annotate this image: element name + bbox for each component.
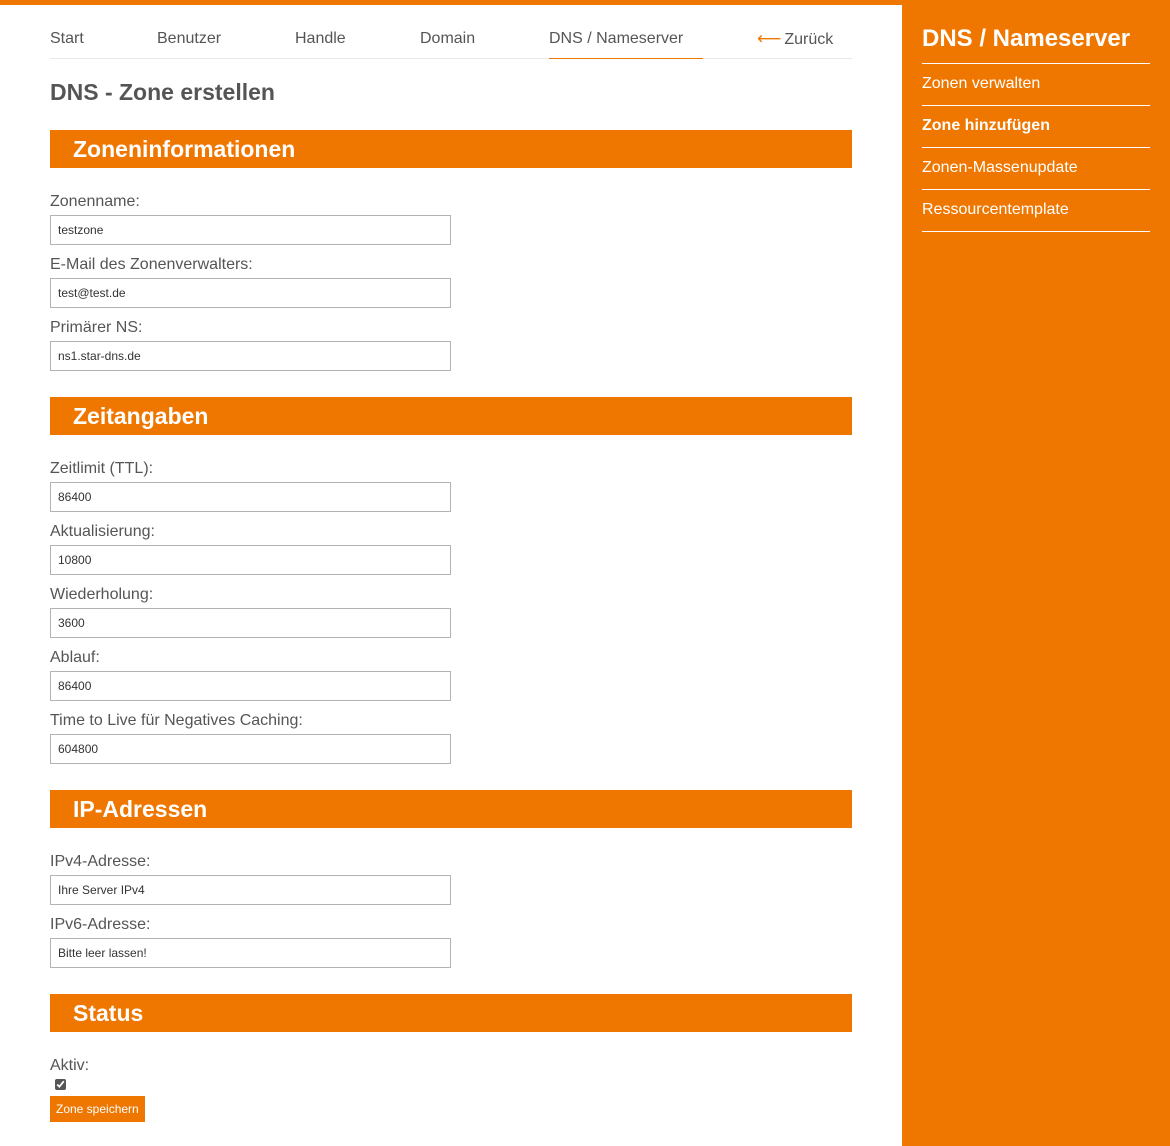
active-label: Aktiv: <box>50 1057 90 1074</box>
back-link-label: Zurück <box>784 31 834 48</box>
ipv6-label: IPv6-Adresse: <box>50 916 151 933</box>
main-content <box>50 5 852 1122</box>
page-title: DNS - Zone erstellen <box>50 79 275 105</box>
primary-ns-input[interactable] <box>50 341 451 371</box>
field-zonename <box>50 192 852 245</box>
expire-label: Ablauf: <box>50 649 100 666</box>
section-times <box>50 459 852 764</box>
sidebar-title: DNS / Nameserver <box>922 24 1150 64</box>
field-email <box>50 255 852 308</box>
field-ttl <box>50 459 852 512</box>
zonename-input[interactable] <box>50 215 451 245</box>
section-header-ip: IP-Adressen <box>50 790 852 828</box>
nav-item-handle[interactable]: Handle <box>295 30 346 47</box>
sidebar-item-zone-hinzufuegen[interactable]: Zone hinzufügen <box>922 106 1150 148</box>
nav-item-start[interactable]: Start <box>50 30 84 47</box>
section-header-zone-info: Zoneninformationen <box>50 130 852 168</box>
section-status <box>50 1056 852 1122</box>
expire-input[interactable] <box>50 671 451 701</box>
ipv4-label: IPv4-Adresse: <box>50 853 151 870</box>
ipv6-input[interactable] <box>50 938 451 968</box>
active-checkbox[interactable] <box>55 1079 66 1090</box>
refresh-label: Aktualisierung: <box>50 523 155 540</box>
section-zone-info <box>50 192 852 371</box>
section-header-status: Status <box>50 994 852 1032</box>
negative-ttl-input[interactable] <box>50 734 451 764</box>
sidebar-item-zonen-massenupdate[interactable]: Zonen-Massenupdate <box>922 148 1150 190</box>
field-expire <box>50 648 852 701</box>
back-arrow-icon: ⟵ <box>757 29 782 48</box>
field-ipv4 <box>50 852 852 905</box>
sidebar-item-zonen-verwalten[interactable]: Zonen verwalten <box>922 64 1150 106</box>
field-negative-ttl <box>50 711 852 764</box>
section-header-times: Zeitangaben <box>50 397 852 435</box>
primary-ns-label: Primärer NS: <box>50 319 143 336</box>
nav-item-benutzer[interactable]: Benutzer <box>157 30 222 47</box>
ttl-input[interactable] <box>50 482 451 512</box>
back-link[interactable] <box>757 29 833 50</box>
nav-item-domain[interactable]: Domain <box>420 30 476 47</box>
retry-input[interactable] <box>50 608 451 638</box>
field-refresh <box>50 522 852 575</box>
section-ip <box>50 852 852 968</box>
zonename-label: Zonenname: <box>50 193 140 210</box>
email-label: E-Mail des Zonenverwalters: <box>50 256 253 273</box>
negative-ttl-label: Time to Live für Negatives Caching: <box>50 712 303 729</box>
save-zone-button[interactable]: Zone speichern <box>50 1096 145 1122</box>
sidebar-item-ressourcentemplate[interactable]: Ressourcentemplate <box>922 190 1150 232</box>
ipv4-input[interactable] <box>50 875 451 905</box>
retry-label: Wiederholung: <box>50 586 154 603</box>
field-retry <box>50 585 852 638</box>
email-input[interactable] <box>50 278 451 308</box>
field-primary-ns <box>50 318 852 371</box>
sidebar <box>902 0 1170 1146</box>
ttl-label: Zeitlimit (TTL): <box>50 460 154 477</box>
nav-item-dns-nameserver[interactable]: DNS / Nameserver <box>549 29 703 59</box>
top-navigation <box>50 5 852 59</box>
refresh-input[interactable] <box>50 545 451 575</box>
field-ipv6 <box>50 915 852 968</box>
